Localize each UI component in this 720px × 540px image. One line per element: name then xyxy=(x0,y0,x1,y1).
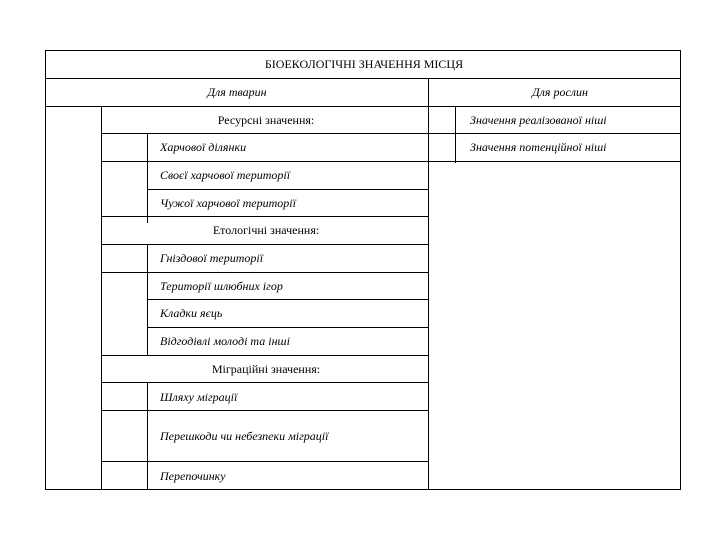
table-row: Відгодівлі молоді та інші xyxy=(160,334,290,348)
divider xyxy=(101,161,429,162)
column-divider xyxy=(147,382,148,490)
group-title-ethological: Етологічні значення: xyxy=(212,223,320,237)
table-title: БІОЕКОЛОГІЧНІ ЗНАЧЕННЯ МІСЦЯ xyxy=(264,57,464,71)
table-row: Кладки яєць xyxy=(160,306,223,320)
table-row: Перепочинку xyxy=(160,469,226,483)
divider xyxy=(101,461,429,462)
column-divider xyxy=(455,106,456,163)
divider xyxy=(45,106,681,107)
plants-row: Значення потенційної ніші xyxy=(470,140,607,154)
group-title-resource: Ресурсні значення: xyxy=(217,113,315,127)
plants-header: Для рослин xyxy=(532,85,588,99)
column-divider xyxy=(147,133,148,223)
table-row: Харчової ділянки xyxy=(160,140,247,154)
table-border-right xyxy=(680,50,681,490)
divider xyxy=(101,244,429,245)
divider xyxy=(147,299,429,300)
table-row: Шляху міграції xyxy=(160,390,238,404)
table-row: Чужої харчової території xyxy=(160,196,296,210)
plants-row: Значення реалізованої ніші xyxy=(470,113,607,127)
column-divider xyxy=(101,106,102,490)
divider xyxy=(101,272,429,273)
table-border-left xyxy=(45,50,46,490)
divider xyxy=(101,382,429,383)
table-row: Території шлюбних ігор xyxy=(160,279,283,293)
table-border-top xyxy=(45,50,681,51)
divider xyxy=(428,161,681,162)
divider xyxy=(45,78,681,79)
group-title-migration: Міграційні значення: xyxy=(211,362,321,376)
table-border-bottom xyxy=(45,489,681,490)
divider xyxy=(101,216,429,217)
column-divider xyxy=(428,78,429,490)
divider xyxy=(101,410,429,411)
animals-header: Для тварин xyxy=(207,85,267,99)
divider xyxy=(147,189,429,190)
divider xyxy=(147,327,429,328)
divider xyxy=(101,133,429,134)
table-row: Гніздової території xyxy=(160,251,264,265)
divider xyxy=(428,133,681,134)
table-row: Перешкоди чи небезпеки міграції xyxy=(160,429,329,443)
divider xyxy=(101,355,429,356)
table-row: Своєї харчової території xyxy=(160,168,291,182)
